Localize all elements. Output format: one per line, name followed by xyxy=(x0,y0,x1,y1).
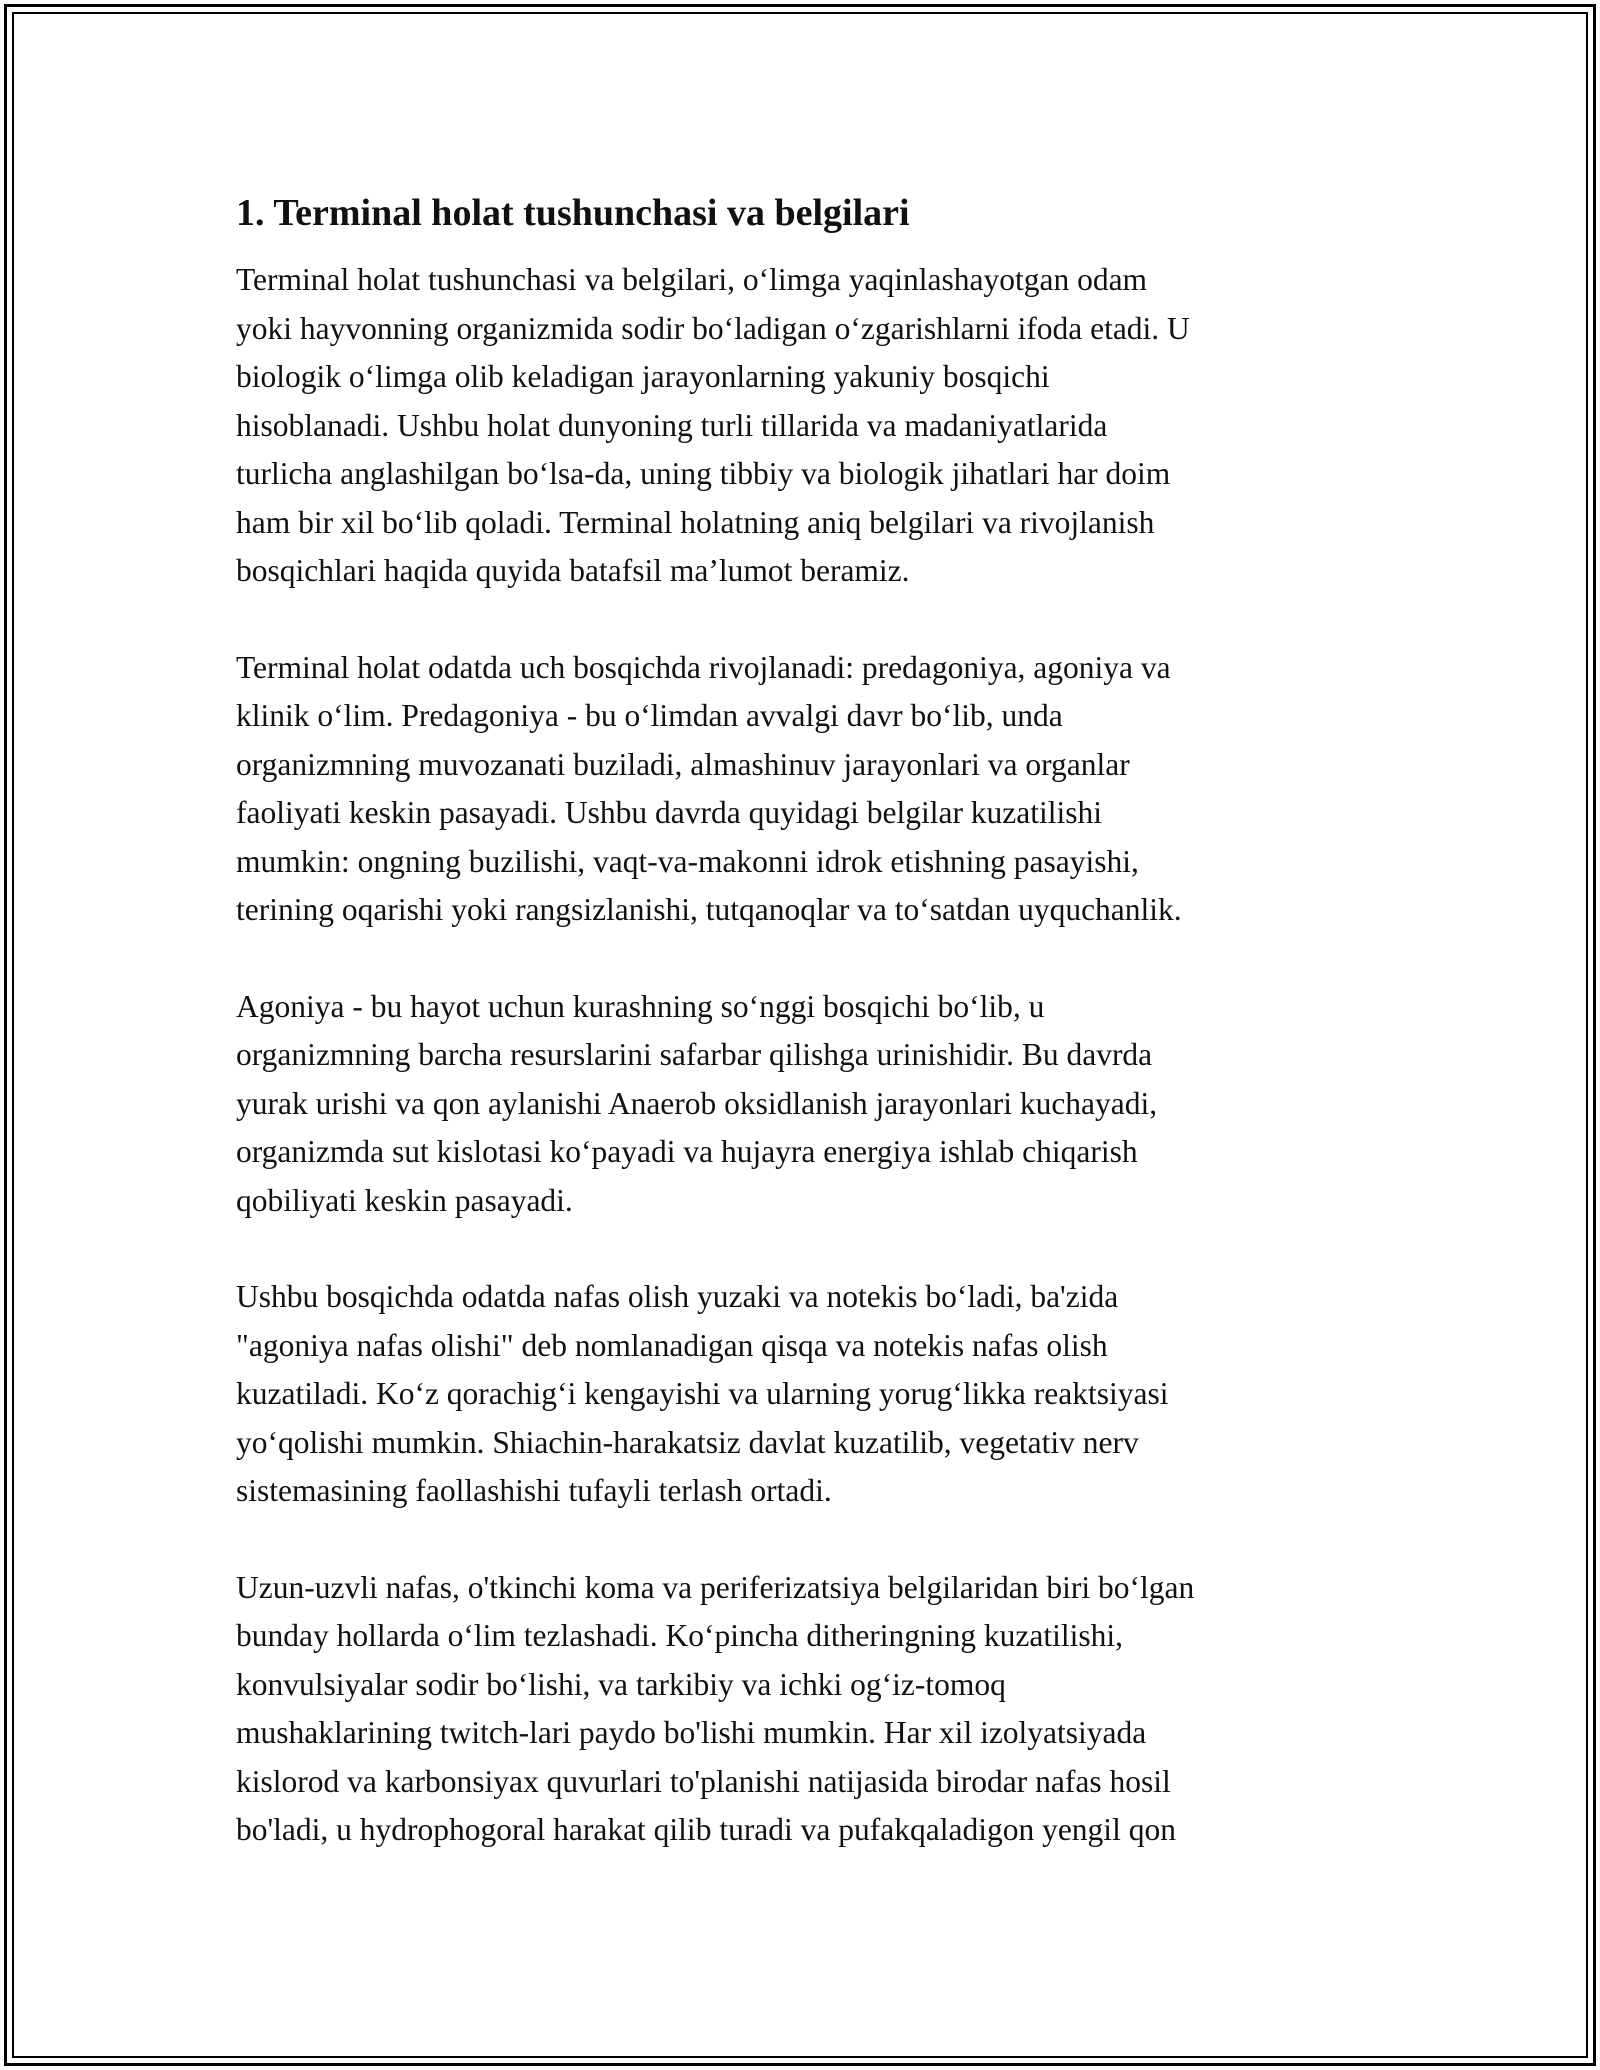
text-line: organizmda sut kislotasi koʻpayadi va hujayra energiya ishlab chiqarish xyxy=(236,1134,1138,1169)
paragraph-stages xyxy=(236,644,1366,935)
text-line: bosqichlari haqida quyida batafsil maʼlumot beramiz. xyxy=(236,553,910,588)
text-line: "agoniya nafas olishi" deb nomlanadigan qisqa va notekis nafas olish xyxy=(236,1327,1108,1363)
text-line: mushaklarining twitch-lari paydo bo'lishi mumkin. Har xil izolyatsiyada xyxy=(236,1715,1147,1750)
paragraph-agoniya xyxy=(236,983,1366,1226)
text-line: biologik oʻlimga olib keladigan jarayonlarning yakuniy bosqichi xyxy=(236,359,1050,394)
text-line: mumkin: ongning buzilishi, vaqt-va-makonni idrok etishning pasayishi, xyxy=(236,843,1139,879)
text-line: organizmning barcha resurslarini safarbar qilishga urinishidir. Bu davrda xyxy=(236,1037,1153,1072)
text-line: Terminal holat odatda uch bosqichda rivojlanadi: predagoniya, agoniya va xyxy=(236,649,1171,685)
text-line: Uzun-uzvli nafas, o'tkinchi koma va periferizatsiya belgilaridan biri boʻlgan xyxy=(236,1569,1195,1605)
text-line: konvulsiyalar sodir boʻlishi, va tarkibiy va ichki ogʻiz-tomoq xyxy=(236,1666,1006,1702)
text-line: organizmning muvozanati buziladi, almashinuv jarayonlari va organlar xyxy=(236,746,1130,782)
text-line: sistemasining faollashishi tufayli terlash ortadi. xyxy=(236,1473,832,1508)
text-line: kuzatiladi. Koʻz qorachigʻi kengayishi va ularning yorugʻlikka reaktsiyasi xyxy=(236,1376,1169,1411)
paragraph-intro xyxy=(236,256,1366,596)
paragraph-breathing xyxy=(236,1273,1366,1516)
text-line: faoliyati keskin pasayadi. Ushbu davrda quyidagi belgilar kuzatilishi xyxy=(236,795,1103,830)
text-line: qobiliyati keskin pasayadi. xyxy=(236,1182,573,1218)
text-line: yurak urishi va qon aylanishi Anaerob oksidlanish jarayonlari kuchayadi, xyxy=(236,1085,1158,1121)
text-line: turlicha anglashilgan boʻlsa-da, uning tibbiy va biologik jihatlari har doim xyxy=(236,456,1171,491)
text-line: terining oqarishi yoki rangsizlanishi, tutqanoqlar va toʻsatdan uyquchanlik. xyxy=(236,892,1182,927)
text-line: klinik oʻlim. Predagoniya - bu oʻlimdan avvalgi davr boʻlib, unda xyxy=(236,698,1063,733)
document-body xyxy=(236,190,1366,1903)
text-line: yoki hayvonning organizmida sodir boʻladigan oʻzgarishlarni ifoda etadi. U xyxy=(236,310,1190,346)
text-line: bunday hollarda oʻlim tezlashadi. Koʻpincha ditheringning kuzatilishi, xyxy=(236,1618,1124,1653)
text-line: yoʻqolishi mumkin. Shiachin-harakatsiz davlat kuzatilib, vegetativ nerv xyxy=(236,1424,1139,1460)
section-heading: 1. Terminal holat tushunchasi va belgilari xyxy=(236,192,910,234)
text-line: bo'ladi, u hydrophogoral harakat qilib turadi va pufakqaladigon yengil qon xyxy=(236,1812,1176,1847)
text-line: Ushbu bosqichda odatda nafas olish yuzaki va notekis boʻladi, ba'zida xyxy=(236,1279,1119,1314)
text-line: kislorod va karbonsiyax quvurlari to'planishi natijasida birodar nafas hosil xyxy=(236,1763,1171,1799)
text-line: ham bir xil boʻlib qoladi. Terminal holatning aniq belgilari va rivojlanish xyxy=(236,504,1155,540)
text-line: Agoniya - bu hayot uchun kurashning soʻnggi bosqichi boʻlib, u xyxy=(236,988,1045,1024)
paragraph-final-signs xyxy=(236,1564,1366,1855)
text-line: hisoblanadi. Ushbu holat dunyoning turli tillarida va madaniyatlarida xyxy=(236,407,1108,443)
text-line: Terminal holat tushunchasi va belgilari, oʻlimga yaqinlashayotgan odam xyxy=(236,262,1148,297)
